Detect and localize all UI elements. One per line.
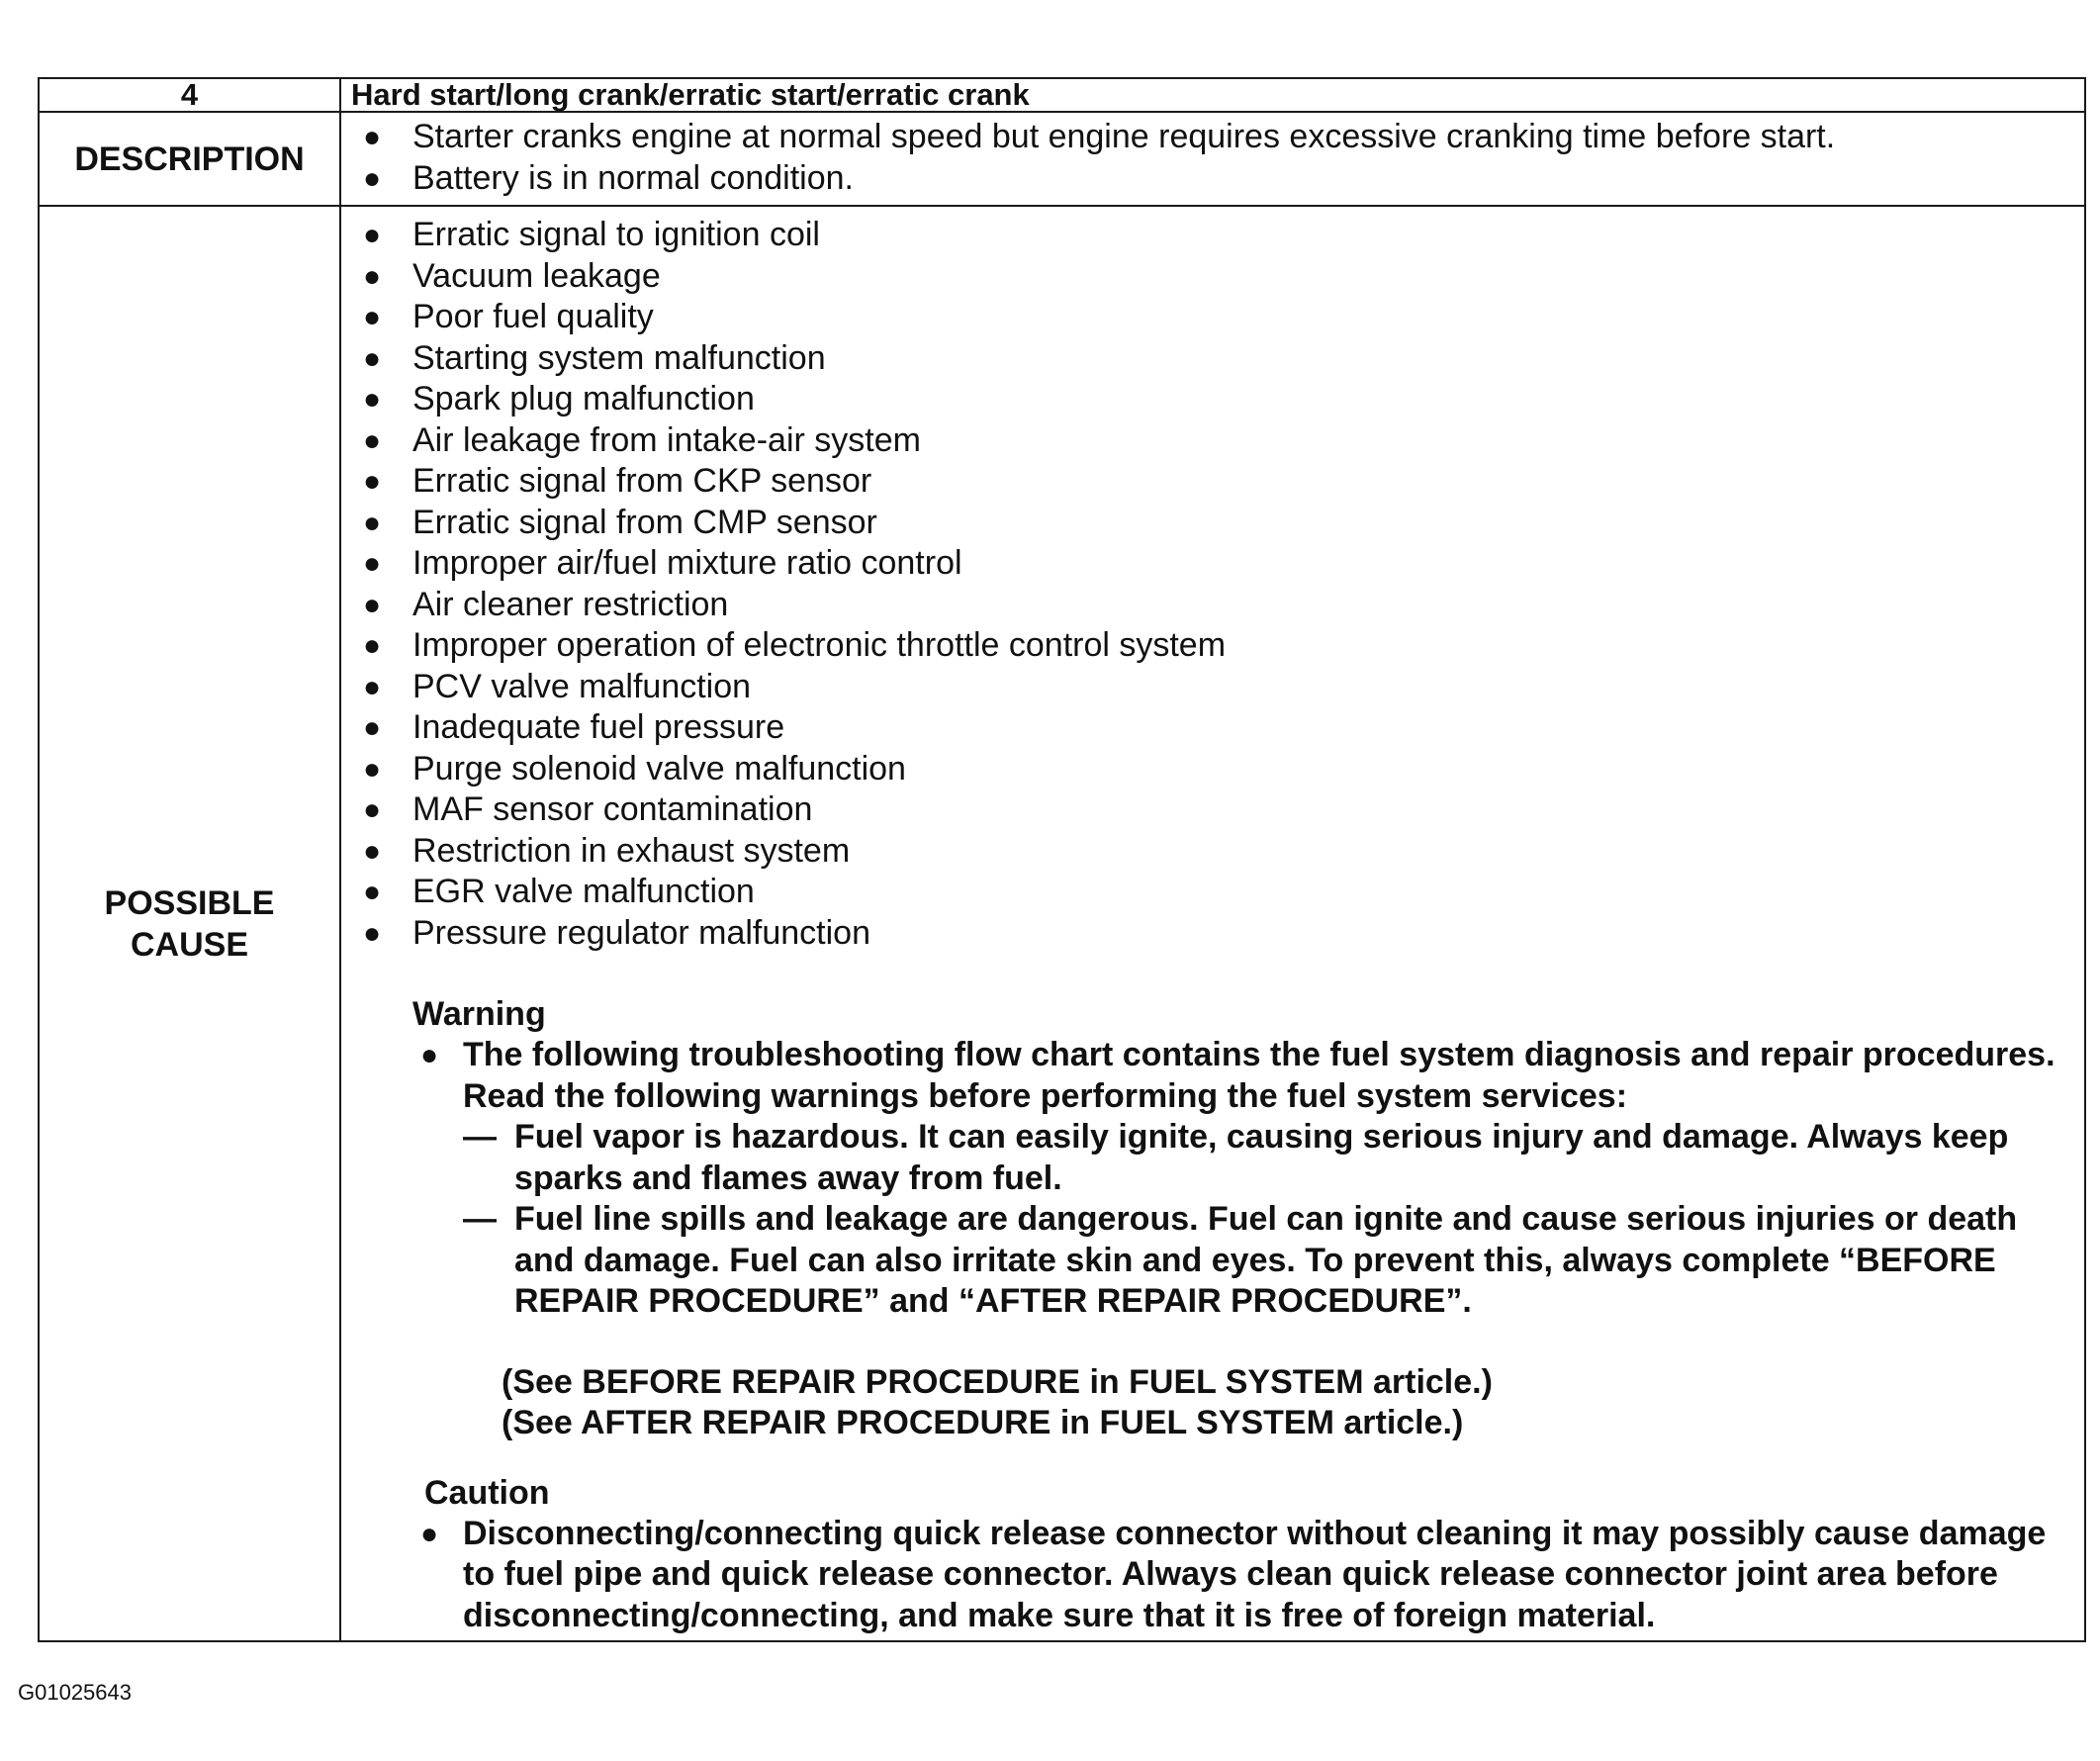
list-item <box>341 461 2084 503</box>
description-row <box>39 112 2085 206</box>
warning-item <box>341 1035 2084 1323</box>
list-item <box>341 215 2084 256</box>
dash-item <box>463 1199 2076 1323</box>
bullet-icon: ● <box>363 629 382 662</box>
header-row <box>39 78 2085 112</box>
description-list <box>341 117 2084 199</box>
em-dash-icon: — <box>463 1118 497 1156</box>
list-item-text: Spark plug malfunction <box>412 380 755 417</box>
description-content <box>340 112 2085 206</box>
bullet-icon: ● <box>363 121 382 153</box>
bullet-icon: ● <box>363 711 382 744</box>
possible-cause-label <box>39 206 340 1641</box>
list-item <box>341 158 2084 200</box>
list-item <box>341 913 2084 955</box>
list-item <box>341 872 2084 913</box>
list-item-text: Inadequate fuel pressure <box>412 708 785 746</box>
list-item-text: Erratic signal from CMP sensor <box>412 503 877 541</box>
list-item <box>341 503 2084 544</box>
bullet-icon: ● <box>363 465 382 498</box>
bullet-icon: ● <box>420 1039 439 1071</box>
list-item <box>341 543 2084 585</box>
warning-list <box>341 1035 2084 1323</box>
bullet-icon: ● <box>363 547 382 580</box>
label-line: POSSIBLE <box>104 883 275 922</box>
bullet-icon: ● <box>363 588 382 621</box>
dash-item <box>463 1117 2076 1199</box>
warning-heading: Warning <box>412 995 546 1033</box>
list-item <box>341 789 2084 831</box>
see-after-reference: (See AFTER REPAIR PROCEDURE in FUEL SYSTEM article.) <box>502 1404 1464 1441</box>
warning-dash-list <box>463 1117 2076 1323</box>
list-item <box>341 117 2084 158</box>
list-item <box>341 749 2084 790</box>
list-item <box>341 297 2084 338</box>
cause-list <box>341 215 2084 954</box>
list-item-text: Pressure regulator malfunction <box>412 913 871 952</box>
description-label: DESCRIPTION <box>39 112 340 206</box>
list-item-text: Starter cranks engine at normal speed but engine requires excessive cranking time before start. <box>412 118 1836 155</box>
bullet-icon: ● <box>363 161 382 195</box>
possible-cause-row <box>39 206 2085 1641</box>
list-item-text: Battery is in normal condition. <box>412 158 854 197</box>
caution-heading: Caution <box>424 1473 550 1512</box>
bullet-icon: ● <box>363 301 382 333</box>
caution-item <box>341 1514 2084 1637</box>
list-item-text: Air cleaner restriction <box>412 585 729 623</box>
bullet-icon: ● <box>363 834 382 868</box>
bullet-icon: ● <box>420 1517 439 1550</box>
list-item <box>341 831 2084 873</box>
list-item-text: Restriction in exhaust system <box>412 831 851 870</box>
caution-text: Disconnecting/connecting quick release connector without cleaning it may possibly cause damage to fuel pipe and quick release connector. Always clean quick release connector joint area before disconnecting/connecting, and make sure that it is free of foreign material. <box>463 1514 2047 1634</box>
list-item <box>341 420 2084 462</box>
list-item-text: Purge solenoid valve malfunction <box>412 749 906 788</box>
em-dash-icon: — <box>463 1200 497 1238</box>
bullet-icon: ● <box>363 423 382 457</box>
bullet-icon: ● <box>363 259 382 293</box>
list-item <box>341 379 2084 420</box>
list-item-text: Poor fuel quality <box>412 298 654 335</box>
figure-id: G01025643 <box>18 1680 132 1705</box>
bullet-icon: ● <box>363 506 382 539</box>
diagnosis-table <box>38 77 2086 1642</box>
list-item-text: Air leakage from intake-air system <box>412 420 921 459</box>
symptom-title: Hard start/long crank/erratic start/erratic crank <box>340 78 2085 112</box>
list-item-text: Starting system malfunction <box>412 338 826 377</box>
dash-item-text: Fuel vapor is hazardous. It can easily ignite, causing serious injury and damage. Always keep sparks and flames away from fuel. <box>514 1118 2009 1197</box>
bullet-icon: ● <box>363 383 382 416</box>
list-item-text: Erratic signal to ignition coil <box>412 216 820 253</box>
symptom-number: 4 <box>39 78 340 112</box>
bullet-icon: ● <box>363 876 382 908</box>
list-item-text: Vacuum leakage <box>412 256 661 295</box>
list-item-text: EGR valve malfunction <box>412 873 755 910</box>
see-references <box>502 1362 2084 1444</box>
list-item <box>341 338 2084 380</box>
see-before-reference: (See BEFORE REPAIR PROCEDURE in FUEL SYSTEM article.) <box>502 1362 1493 1401</box>
possible-cause-content <box>340 206 2085 1641</box>
bullet-icon: ● <box>363 916 382 950</box>
list-item-text: Erratic signal from CKP sensor <box>412 462 872 500</box>
list-item-text: Improper air/fuel mixture ratio control <box>412 544 962 582</box>
list-item-text: Improper operation of electronic throttle control system <box>412 626 1227 664</box>
bullet-icon: ● <box>363 793 382 826</box>
bullet-icon: ● <box>363 219 382 251</box>
list-item <box>341 585 2084 626</box>
list-item-text: PCV valve malfunction <box>412 667 752 705</box>
list-item <box>341 256 2084 298</box>
dash-item-text: Fuel line spills and leakage are dangerous. Fuel can ignite and cause serious injuries or death and damage. Fuel can also irritate skin and eyes. To prevent this, always complete “BEFORE REPAIR PROCEDURE” and “AFTER REPAIR PROCEDURE”. <box>514 1200 2018 1320</box>
bullet-icon: ● <box>363 752 382 786</box>
list-item <box>341 625 2084 667</box>
label-line: CAUSE <box>130 925 249 964</box>
list-item <box>341 667 2084 708</box>
bullet-icon: ● <box>363 341 382 375</box>
list-item <box>341 707 2084 749</box>
caution-list <box>341 1514 2084 1637</box>
warning-intro: The following troubleshooting flow chart contains the fuel system diagnosis and repair procedures. Read the following warnings before performing the fuel system services: <box>463 1036 2055 1115</box>
list-item-text: MAF sensor contamination <box>412 790 813 828</box>
bullet-icon: ● <box>363 670 382 703</box>
